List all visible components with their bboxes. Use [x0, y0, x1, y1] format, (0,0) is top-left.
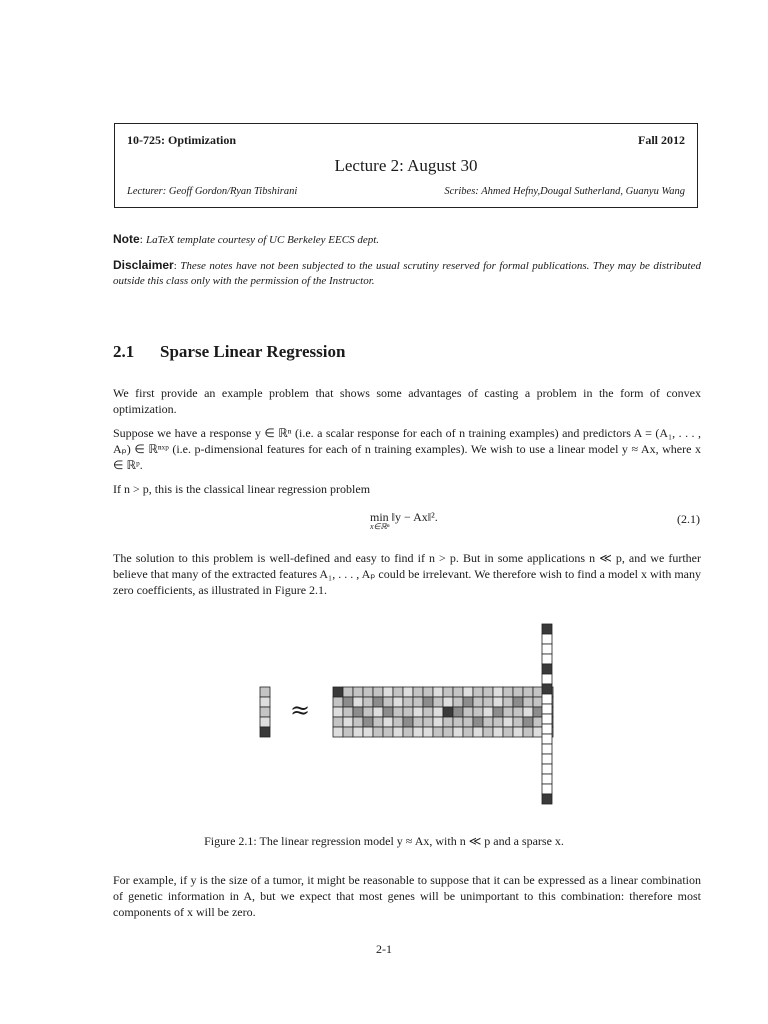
matrix-cell — [353, 697, 363, 707]
matrix-cell — [533, 697, 543, 707]
lecturer: Lecturer: Geoff Gordon/Ryan Tibshirani — [127, 186, 298, 197]
matrix-a — [333, 687, 553, 737]
section-number: 2.1 — [113, 342, 135, 361]
matrix-cell — [333, 687, 343, 697]
matrix-cell — [483, 687, 493, 697]
matrix-cell — [423, 697, 433, 707]
matrix-cell — [383, 687, 393, 697]
paragraph-setup: Suppose we have a response y ∈ ℝⁿ (i.e. a scalar response for each of n training examples) and predictors A = (A₁, . . . , Aₚ) ∈ ℝⁿˣᵖ (i.e. p-dimensional features for each of n training examples). We wish to use a linear model y ≈ Ax, where x ∈ ℝᵖ. — [113, 426, 701, 472]
x-vector-cell — [542, 784, 552, 794]
matrix-cell — [453, 707, 463, 717]
matrix-cell — [443, 697, 453, 707]
x-vector-cell — [542, 664, 552, 674]
approx-symbol: ≈ — [290, 696, 311, 724]
matrix-cell — [353, 717, 363, 727]
matrix-cell — [493, 687, 503, 697]
matrix-cell — [473, 697, 483, 707]
x-vector-cell — [542, 644, 552, 654]
page-number: 2-1 — [376, 942, 392, 956]
matrix-cell — [363, 687, 373, 697]
matrix-cell — [453, 727, 463, 737]
equation-number: (2.1) — [677, 512, 700, 526]
matrix-cell — [333, 707, 343, 717]
matrix-cell — [343, 697, 353, 707]
matrix-cell — [413, 697, 423, 707]
matrix-cell — [463, 707, 473, 717]
matrix-cell — [353, 707, 363, 717]
matrix-cell — [433, 687, 443, 697]
paragraph-sparse: The solution to this problem is well-defined and easy to find if n > p. But in some applications n ≪ p, and we further believe that many of the extracted features A₁, . . . , Aₚ could be irrelevant. We therefore wish to find a model x with many zero coefficients, as illustrated in Figure 2.1. — [113, 551, 701, 597]
y-vector-cell — [260, 697, 270, 707]
term: Fall 2012 — [638, 133, 685, 147]
matrix-cell — [333, 697, 343, 707]
matrix-cell — [393, 727, 403, 737]
y-vector-cell — [260, 707, 270, 717]
x-vector-cell — [542, 724, 552, 734]
x-vector-cell — [542, 694, 552, 704]
matrix-cell — [483, 727, 493, 737]
x-vector-cell — [542, 764, 552, 774]
matrix-cell — [333, 717, 343, 727]
matrix-cell — [533, 707, 543, 717]
matrix-cell — [413, 707, 423, 717]
matrix-cell — [343, 707, 353, 717]
matrix-cell — [393, 707, 403, 717]
matrix-cell — [533, 727, 543, 737]
matrix-cell — [513, 717, 523, 727]
matrix-cell — [453, 687, 463, 697]
matrix-cell — [463, 697, 473, 707]
matrix-cell — [473, 707, 483, 717]
matrix-cell — [443, 687, 453, 697]
x-vector-cell — [542, 654, 552, 664]
matrix-cell — [423, 717, 433, 727]
x-vector-cell — [542, 774, 552, 784]
matrix-cell — [513, 707, 523, 717]
x-vector-cell — [542, 714, 552, 724]
x-vector-cell — [542, 684, 552, 694]
matrix-cell — [483, 697, 493, 707]
matrix-cell — [433, 717, 443, 727]
matrix-cell — [463, 717, 473, 727]
note-text: LaTeX template courtesy of UC Berkeley EECS dept. — [146, 234, 380, 246]
matrix-cell — [423, 727, 433, 737]
paragraph-example: For example, if y is the size of a tumor, it might be reasonable to suppose that it can be expressed as a linear combination of genetic information in A, but we expect that most genes will be unimportant to this combination: therefore most components of x will be zero. — [113, 873, 701, 919]
disclaimer: Disclaimer: These notes have not been subjected to the usual scrutiny reserved for formal publications. They may be distributed outside this class only with the permission of the Instructor. — [113, 258, 702, 287]
matrix-cell — [523, 707, 533, 717]
matrix-cell — [403, 707, 413, 717]
matrix-cell — [513, 687, 523, 697]
matrix-cell — [443, 717, 453, 727]
matrix-cell — [503, 697, 513, 707]
paragraph-intro: We first provide an example problem that shows some advantages of casting a problem in the form of convex optimization. — [113, 386, 701, 416]
matrix-cell — [353, 687, 363, 697]
matrix-cell — [363, 717, 373, 727]
matrix-cell — [513, 727, 523, 737]
matrix-cell — [533, 687, 543, 697]
matrix-cell — [363, 697, 373, 707]
x-vector-cell — [542, 674, 552, 684]
disclaimer-label: Disclaimer — [113, 258, 174, 272]
matrix-cell — [453, 717, 463, 727]
matrix-cell — [393, 687, 403, 697]
matrix-cell — [403, 727, 413, 737]
matrix-cell — [413, 727, 423, 737]
matrix-cell — [433, 727, 443, 737]
equation-expression: min ‖y − Ax‖². — [370, 510, 438, 524]
matrix-cell — [503, 717, 513, 727]
matrix-cell — [383, 727, 393, 737]
matrix-cell — [343, 727, 353, 737]
matrix-cell — [493, 717, 503, 727]
matrix-cell — [523, 717, 533, 727]
x-vector-cell — [542, 634, 552, 644]
y-vector-cell — [260, 717, 270, 727]
matrix-cell — [343, 717, 353, 727]
matrix-cell — [463, 727, 473, 737]
matrix-cell — [503, 727, 513, 737]
matrix-cell — [353, 727, 363, 737]
matrix-cell — [383, 717, 393, 727]
matrix-cell — [473, 687, 483, 697]
x-vector-cell — [542, 794, 552, 804]
matrix-cell — [493, 727, 503, 737]
matrix-cell — [363, 707, 373, 717]
matrix-cell — [373, 727, 383, 737]
matrix-cell — [503, 687, 513, 697]
x-vector-cell — [542, 704, 552, 714]
matrix-cell — [443, 727, 453, 737]
x-vector-cell — [542, 624, 552, 634]
matrix-cell — [423, 707, 433, 717]
matrix-cell — [523, 727, 533, 737]
scribes: Scribes: Ahmed Hefny,Dougal Sutherland, Guanyu Wang — [444, 186, 685, 197]
matrix-cell — [373, 697, 383, 707]
matrix-cell — [413, 687, 423, 697]
matrix-cell — [373, 717, 383, 727]
x-vector-cell — [542, 744, 552, 754]
matrix-cell — [493, 697, 503, 707]
course-title: 10-725: Optimization — [127, 133, 236, 147]
y-vector-cell — [260, 687, 270, 697]
disclaimer-text: These notes have not been subjected to the usual scrutiny reserved for formal publications. They may be distributed outside this class only with the permission of the Instructor. — [113, 260, 702, 287]
matrix-cell — [533, 717, 543, 727]
matrix-cell — [333, 727, 343, 737]
matrix-cell — [443, 707, 453, 717]
matrix-cell — [363, 727, 373, 737]
matrix-cell — [403, 697, 413, 707]
matrix-cell — [453, 697, 463, 707]
matrix-cell — [413, 717, 423, 727]
y-vector-cell — [260, 727, 270, 737]
matrix-cell — [403, 717, 413, 727]
matrix-cell — [393, 697, 403, 707]
paragraph-classical: If n > p, this is the classical linear regression problem — [113, 482, 371, 496]
matrix-cell — [383, 707, 393, 717]
matrix-cell — [393, 717, 403, 727]
matrix-cell — [373, 687, 383, 697]
matrix-cell — [493, 707, 503, 717]
matrix-cell — [473, 727, 483, 737]
matrix-cell — [373, 707, 383, 717]
matrix-cell — [403, 687, 413, 697]
matrix-cell — [383, 697, 393, 707]
matrix-cell — [523, 687, 533, 697]
x-vector-cell — [542, 754, 552, 764]
matrix-cell — [503, 707, 513, 717]
y-vector — [260, 687, 270, 737]
matrix-cell — [433, 697, 443, 707]
matrix-cell — [343, 687, 353, 697]
matrix-cell — [483, 707, 493, 717]
matrix-cell — [483, 717, 493, 727]
section-title: Sparse Linear Regression — [160, 342, 346, 361]
note: Note: LaTeX template courtesy of UC Berkeley EECS dept. — [113, 232, 380, 246]
matrix-cell — [423, 687, 433, 697]
figure-caption: Figure 2.1: The linear regression model y ≈ Ax, with n ≪ p and a sparse x. — [204, 834, 564, 848]
matrix-cell — [433, 707, 443, 717]
equation-subscript: x∈ℝⁿ — [370, 522, 390, 531]
note-label: Note — [113, 232, 140, 246]
matrix-cell — [473, 717, 483, 727]
x-vector — [542, 624, 552, 804]
x-vector-cell — [542, 734, 552, 744]
matrix-cell — [513, 697, 523, 707]
matrix-cell — [463, 687, 473, 697]
lecture-title: Lecture 2: August 30 — [334, 156, 478, 175]
matrix-cell — [523, 697, 533, 707]
